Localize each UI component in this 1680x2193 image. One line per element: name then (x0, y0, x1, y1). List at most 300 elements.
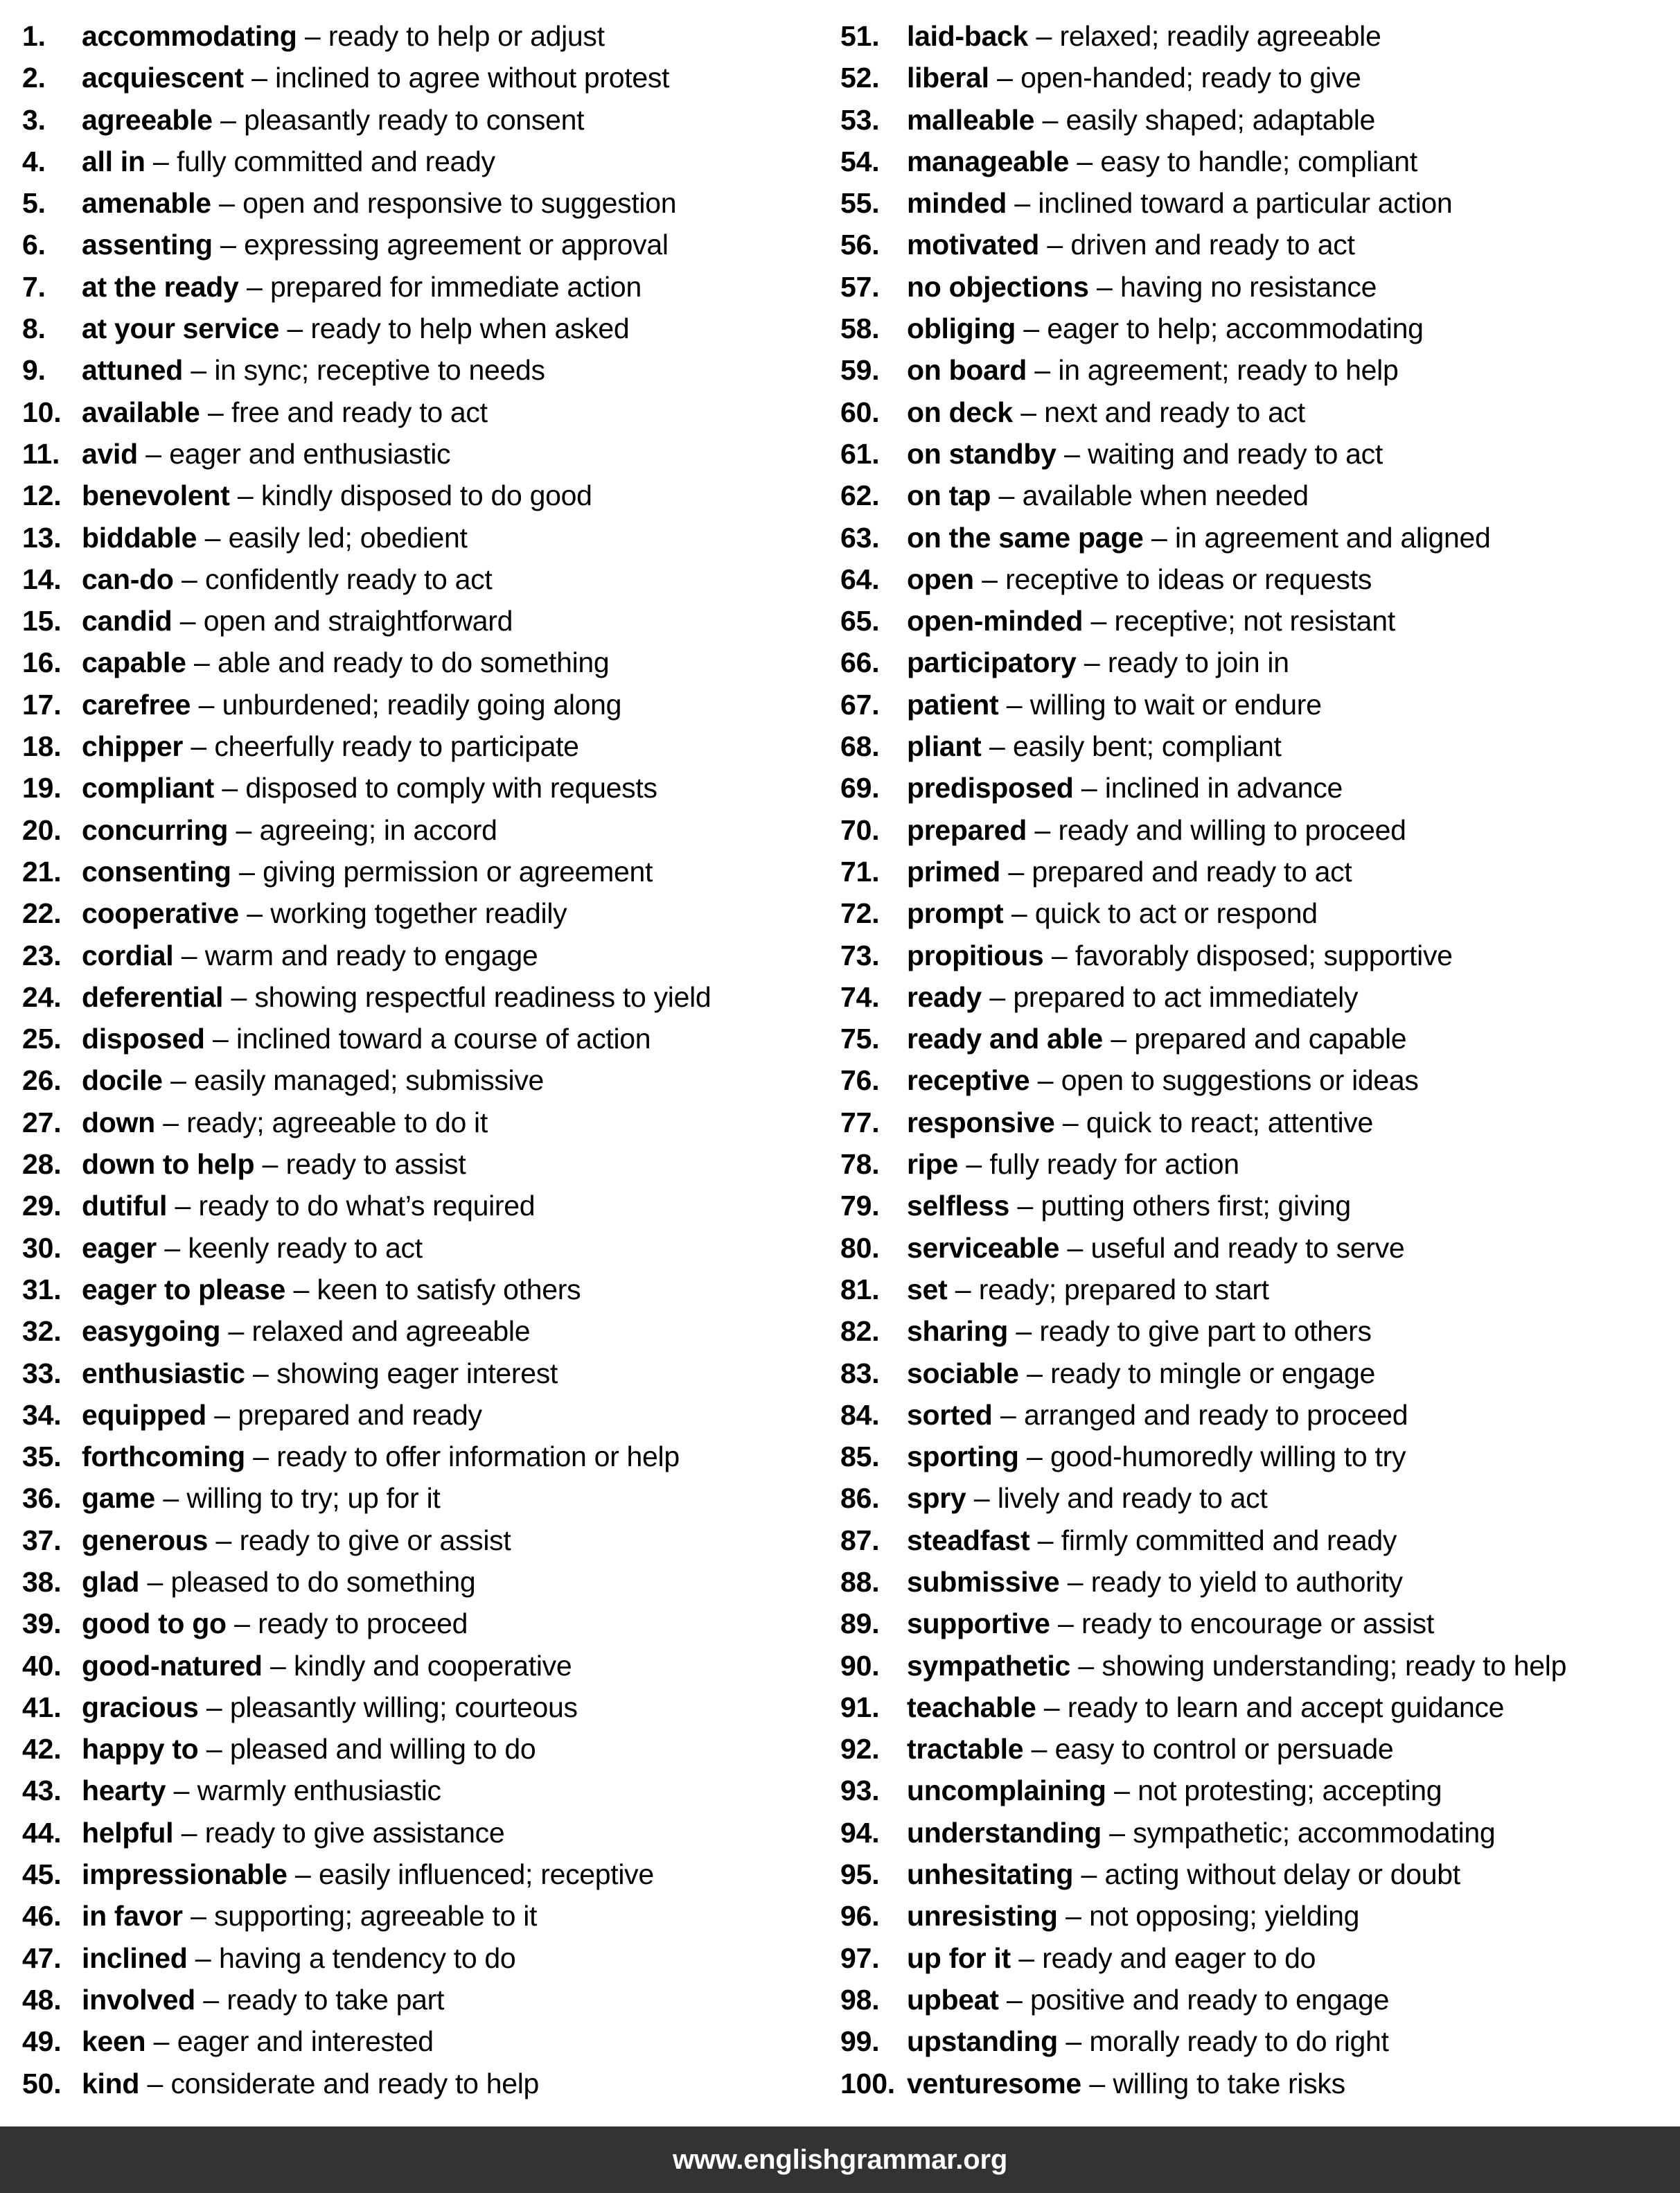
list-item-definition: in sync; receptive to needs (214, 354, 545, 387)
list-item-term: disposed (82, 1023, 205, 1055)
list-item-number: 65. (840, 605, 880, 637)
list-item (22, 684, 828, 725)
list-item (22, 1686, 828, 1728)
list-item-term: prompt (907, 897, 1004, 930)
list-item (840, 1185, 1665, 1226)
list-item (840, 642, 1665, 683)
list-item (840, 1310, 1665, 1352)
list-item (840, 1477, 1665, 1519)
list-item-number: 32. (22, 1315, 62, 1348)
list-item-number: 69. (840, 772, 880, 804)
list-item-number: 98. (840, 1983, 880, 2016)
list-item (22, 1728, 828, 1770)
list-item-term: receptive (907, 1064, 1030, 1097)
list-item-term: impressionable (82, 1858, 288, 1891)
list-item-definition: easily bent; compliant (1012, 730, 1282, 763)
list-item (840, 976, 1665, 1018)
list-item-term: sharing (907, 1315, 1008, 1348)
list-item-term: can-do (82, 563, 174, 595)
list-item-definition: ready to help when asked (310, 312, 630, 345)
list-item-separator: – (246, 270, 263, 303)
list-item-separator: – (1037, 1064, 1054, 1097)
list-item-separator: – (191, 1900, 206, 1932)
list-item-separator: – (247, 897, 263, 930)
list-item-separator: – (204, 521, 221, 554)
list-item-number: 14. (22, 563, 62, 595)
list-item-separator: – (173, 1774, 190, 1807)
list-item-number: 5. (22, 187, 46, 220)
list-item-separator: – (147, 1565, 163, 1598)
list-item-separator: – (262, 1148, 278, 1181)
list-item-separator: – (1036, 20, 1052, 52)
list-item-number: 9. (22, 354, 46, 387)
list-item-definition: kindly disposed to do good (260, 479, 592, 512)
list-item-separator: – (1034, 354, 1050, 387)
list-item-term: unresisting (907, 1900, 1058, 1932)
list-item-definition: ready to assist (285, 1148, 466, 1181)
list-item-number: 24. (22, 980, 62, 1013)
list-column-right (828, 15, 1665, 2126)
list-item (22, 600, 828, 642)
list-item-number: 87. (840, 1524, 880, 1556)
list-item-term: gracious (82, 1691, 199, 1723)
list-item-separator: – (1051, 939, 1068, 971)
list-item-term: prepared (907, 813, 1027, 846)
list-item-term: at your service (82, 312, 279, 345)
list-item-number: 7. (22, 270, 46, 303)
list-item-term: on standby (907, 437, 1056, 470)
list-item (22, 892, 828, 934)
list-item-definition: lively and ready to act (997, 1482, 1268, 1515)
list-item-definition: pleased to do something (170, 1565, 476, 1598)
list-item-definition: prepared for immediate action (269, 270, 642, 303)
list-item-term: dutiful (82, 1190, 168, 1222)
list-item-separator: – (966, 1148, 982, 1181)
list-item-number: 11. (22, 437, 60, 470)
list-item-separator: – (1111, 1023, 1126, 1055)
list-item-number: 36. (22, 1482, 62, 1515)
list-item-number: 41. (22, 1691, 62, 1723)
list-item-separator: – (163, 1482, 179, 1515)
list-item-definition: easily led; obedient (228, 521, 468, 554)
list-item-definition: eager and enthusiastic (169, 437, 451, 470)
list-item-definition: willing to wait or endure (1029, 688, 1322, 721)
list-item-number: 86. (840, 1482, 880, 1515)
list-item-term: manageable (907, 145, 1069, 177)
list-item (22, 1143, 828, 1185)
list-item-definition: receptive; not resistant (1114, 605, 1395, 637)
list-item-number: 58. (840, 312, 880, 345)
list-item-number: 77. (840, 1106, 880, 1138)
list-item-definition: keenly ready to act (188, 1231, 423, 1264)
list-item-definition: inclined to agree without protest (275, 62, 670, 94)
list-item-number: 80. (840, 1231, 880, 1264)
list-item-term: all in (82, 145, 145, 177)
list-item (840, 1853, 1665, 1895)
list-item (22, 141, 828, 182)
list-item-separator: – (1020, 396, 1036, 428)
list-item-definition: expressing agreement or approval (244, 229, 669, 261)
list-item (840, 558, 1665, 600)
list-item-number: 89. (840, 1608, 880, 1640)
list-item-separator: – (287, 312, 303, 345)
list-item-definition: quick to react; attentive (1086, 1106, 1374, 1138)
list-item-separator: – (163, 1106, 179, 1138)
list-item-definition: disposed to comply with requests (245, 772, 657, 804)
list-item (22, 1937, 828, 1979)
list-item-term: enthusiastic (82, 1357, 245, 1389)
list-item-term: at the ready (82, 270, 239, 303)
list-item-definition: working together readily (270, 897, 567, 930)
list-item (840, 475, 1665, 516)
list-item-number: 16. (22, 646, 62, 679)
list-item (840, 517, 1665, 558)
list-item (22, 1310, 828, 1352)
list-item-number: 29. (22, 1190, 62, 1222)
list-item-term: pliant (907, 730, 982, 763)
list-item-number: 53. (840, 103, 880, 136)
list-item-separator: – (1081, 1858, 1097, 1891)
list-item (840, 224, 1665, 265)
list-item-separator: – (206, 1733, 222, 1765)
list-item (22, 391, 828, 433)
list-item-term: ripe (907, 1148, 958, 1181)
list-item-term: unhesitating (907, 1858, 1074, 1891)
list-item-term: acquiescent (82, 62, 244, 94)
list-item-term: consenting (82, 855, 231, 888)
list-item-term: down to help (82, 1148, 255, 1181)
list-item-definition: ready to help or adjust (328, 20, 605, 52)
list-item (22, 642, 828, 683)
list-item-term: happy to (82, 1733, 199, 1765)
list-item-definition: fully committed and ready (177, 145, 495, 177)
list-item (22, 1394, 828, 1436)
list-item-term: open-minded (907, 605, 1084, 637)
list-item-definition: warmly enthusiastic (197, 1774, 441, 1807)
list-item-number: 60. (840, 396, 880, 428)
list-item-term: on deck (907, 396, 1013, 428)
list-item (840, 1561, 1665, 1603)
list-item-term: involved (82, 1983, 195, 2016)
list-item-number: 55. (840, 187, 880, 220)
list-item-separator: – (181, 1816, 197, 1849)
list-item-term: motivated (907, 229, 1039, 261)
list-item-number: 52. (840, 62, 880, 94)
list-item-number: 49. (22, 2025, 62, 2058)
list-item-number: 47. (22, 1941, 62, 1974)
list-item-term: supportive (907, 1608, 1050, 1640)
list-item-term: avid (82, 437, 138, 470)
list-item (840, 308, 1665, 349)
list-item (840, 1770, 1665, 1811)
list-item-definition: ready to proceed (258, 1608, 468, 1640)
list-item-definition: ready to give part to others (1039, 1315, 1372, 1348)
list-item (840, 2020, 1665, 2062)
list-item-separator: – (251, 62, 267, 94)
list-item-definition: having a tendency to do (218, 1941, 516, 1974)
list-item-separator: – (220, 103, 236, 136)
list-item-term: understanding (907, 1816, 1102, 1849)
list-item-definition: prepared and capable (1134, 1023, 1407, 1055)
list-item-definition: inclined in advance (1104, 772, 1343, 804)
list-item (22, 1770, 828, 1811)
list-item-term: eager (82, 1231, 157, 1264)
list-item (22, 266, 828, 308)
list-item-term: spry (907, 1482, 966, 1515)
list-item-term: upstanding (907, 2025, 1058, 2058)
list-item-separator: – (215, 1524, 232, 1556)
list-item-definition: prepared to act immediately (1013, 980, 1359, 1013)
list-item-number: 46. (22, 1900, 62, 1932)
list-item-separator: – (1064, 437, 1080, 470)
list-item-definition: easily managed; submissive (194, 1064, 545, 1097)
list-item-number: 76. (840, 1064, 880, 1097)
list-item-term: submissive (907, 1565, 1060, 1598)
list-item (22, 1812, 828, 1853)
list-item-term: responsive (907, 1106, 1055, 1138)
list-item (840, 1645, 1665, 1686)
list-item (22, 1520, 828, 1561)
list-item-number: 99. (840, 2025, 880, 2058)
list-item-separator: – (1037, 1524, 1054, 1556)
list-item-term: obliging (907, 312, 1016, 345)
list-item (840, 391, 1665, 433)
list-item-number: 3. (22, 103, 46, 136)
list-item-definition: ready to join in (1107, 646, 1289, 679)
list-item-definition: useful and ready to serve (1090, 1231, 1405, 1264)
list-item-term: propitious (907, 939, 1044, 971)
list-item-term: upbeat (907, 1983, 999, 2016)
list-item-definition: receptive to ideas or requests (1005, 563, 1372, 595)
list-item-number: 81. (840, 1273, 880, 1305)
list-item (840, 1979, 1665, 2020)
list-item-separator: – (222, 772, 238, 804)
list-item-number: 74. (840, 980, 880, 1013)
list-item-number: 90. (840, 1649, 880, 1682)
list-item (840, 1520, 1665, 1561)
list-item-term: on board (907, 354, 1027, 387)
list-item-definition: open and responsive to suggestion (242, 187, 677, 220)
list-item-term: attuned (82, 354, 183, 387)
list-item (840, 809, 1665, 851)
list-item-separator: – (1034, 813, 1051, 846)
list-item-separator: – (293, 1273, 310, 1305)
list-item-definition: firmly committed and ready (1061, 1524, 1397, 1556)
list-item-definition: agreeing; in accord (259, 813, 497, 846)
list-item-definition: unburdened; readily going along (222, 688, 622, 721)
list-item-definition: ready; agreeable to do it (186, 1106, 488, 1138)
list-item (840, 1686, 1665, 1728)
list-item-number: 64. (840, 563, 880, 595)
list-item-definition: kindly and cooperative (294, 1649, 572, 1682)
list-item-number: 51. (840, 20, 880, 52)
list-item-term: concurring (82, 813, 229, 846)
list-item-definition: relaxed and agreeable (251, 1315, 531, 1348)
list-item-term: laid-back (907, 20, 1029, 52)
list-item-number: 6. (22, 229, 46, 261)
list-item-definition: easy to handle; compliant (1100, 145, 1417, 177)
list-item-number: 12. (22, 479, 62, 512)
list-item-separator: – (1008, 855, 1024, 888)
list-item-definition: considerate and ready to help (170, 2067, 540, 2099)
list-item-separator: – (1084, 646, 1100, 679)
list-item-term: venturesome (907, 2067, 1081, 2099)
list-item-term: generous (82, 1524, 209, 1556)
list-item-definition: able and ready to do something (218, 646, 610, 679)
list-item-definition: eager to help; accommodating (1047, 312, 1424, 345)
list-item-separator: – (1023, 312, 1040, 345)
list-item-separator: – (1066, 2025, 1081, 2058)
list-item-term: good-natured (82, 1649, 263, 1682)
list-item-definition: ready to offer information or help (276, 1441, 680, 1473)
list-item-definition: free and ready to act (231, 396, 488, 428)
list-item (840, 1018, 1665, 1059)
list-item-term: available (82, 396, 200, 428)
list-item-definition: confidently ready to act (205, 563, 493, 595)
list-item-number: 92. (840, 1733, 880, 1765)
list-item (840, 57, 1665, 98)
list-item (22, 1853, 828, 1895)
list-item-separator: – (1058, 1608, 1074, 1640)
list-item-definition: waiting and ready to act (1088, 437, 1383, 470)
list-item-definition: ready and eager to do (1042, 1941, 1316, 1974)
list-item-number: 95. (840, 1858, 880, 1891)
list-item-separator: – (1047, 229, 1063, 261)
list-item-term: biddable (82, 521, 197, 554)
list-item-number: 50. (22, 2067, 62, 2099)
list-item-term: docile (82, 1064, 163, 1097)
list-item-definition: prepared and ready to act (1032, 855, 1352, 888)
list-item-definition: acting without delay or doubt (1104, 1858, 1460, 1891)
list-item-separator: – (191, 730, 207, 763)
list-item (840, 935, 1665, 976)
list-item-number: 42. (22, 1733, 62, 1765)
list-item-separator: – (219, 187, 235, 220)
list-item-definition: inclined toward a particular action (1038, 187, 1453, 220)
list-item-separator: – (170, 1064, 186, 1097)
list-item (22, 1436, 828, 1477)
list-item-term: assenting (82, 229, 213, 261)
list-item-separator: – (234, 1608, 250, 1640)
list-item-definition: easily shaped; adaptable (1066, 103, 1376, 136)
list-item-term: keen (82, 2025, 146, 2058)
list-item-separator: – (198, 688, 215, 721)
list-item (22, 1353, 828, 1394)
list-item-term: minded (907, 187, 1007, 220)
list-item-number: 97. (840, 1941, 880, 1974)
list-item-definition: open to suggestions or ideas (1061, 1064, 1419, 1097)
list-item-number: 84. (840, 1398, 880, 1431)
list-item-separator: – (253, 1441, 269, 1473)
list-item-separator: – (212, 1023, 229, 1055)
list-item-separator: – (253, 1357, 269, 1389)
list-item-term: easygoing (82, 1315, 221, 1348)
list-item (840, 141, 1665, 182)
list-item-separator: – (191, 354, 206, 387)
list-item-term: amenable (82, 187, 211, 220)
list-item-separator: – (214, 1398, 230, 1431)
list-item-number: 20. (22, 813, 62, 846)
list-item-number: 75. (840, 1023, 880, 1055)
list-item (22, 1561, 828, 1603)
list-item-number: 82. (840, 1315, 880, 1348)
list-item-definition: easy to control or persuade (1054, 1733, 1394, 1765)
list-item (22, 1269, 828, 1310)
list-item-number: 19. (22, 772, 62, 804)
list-item-separator: – (1007, 1983, 1023, 2016)
list-item-definition: warm and ready to engage (204, 939, 538, 971)
list-item (22, 57, 828, 98)
list-item-separator: – (207, 396, 224, 428)
list-item-number: 93. (840, 1774, 880, 1807)
list-item-term: hearty (82, 1774, 166, 1807)
list-item-separator: – (237, 479, 254, 512)
list-item-separator: – (1067, 1231, 1084, 1264)
list-item-separator: – (1066, 1900, 1081, 1932)
list-item (840, 433, 1665, 475)
list-item-definition: putting others first; giving (1041, 1190, 1351, 1222)
list-item-number: 37. (22, 1524, 62, 1556)
list-item-definition: ready to mingle or engage (1050, 1357, 1375, 1389)
list-item-number: 94. (840, 1816, 880, 1849)
list-item-definition: cheerfully ready to participate (214, 730, 579, 763)
list-item-separator: – (239, 855, 255, 888)
list-item-number: 78. (840, 1148, 880, 1181)
list-item-number: 66. (840, 646, 880, 679)
list-item-term: benevolent (82, 479, 230, 512)
list-item-number: 62. (840, 479, 880, 512)
list-item-separator: – (1077, 145, 1093, 177)
list-item-term: compliant (82, 772, 214, 804)
list-item-number: 40. (22, 1649, 62, 1682)
list-item (840, 892, 1665, 934)
list-item (840, 2063, 1665, 2104)
list-item-term: serviceable (907, 1231, 1060, 1264)
list-item-definition: ready to take part (227, 1983, 445, 2016)
list-item-separator: – (989, 730, 1005, 763)
list-item-separator: – (220, 229, 236, 261)
list-item (22, 767, 828, 809)
list-item (840, 767, 1665, 809)
list-item (840, 600, 1665, 642)
list-item-term: accommodating (82, 20, 297, 52)
list-item-separator: – (1018, 1941, 1034, 1974)
list-item (840, 1812, 1665, 1853)
list-item-term: good to go (82, 1608, 227, 1640)
list-item-separator: – (1027, 1441, 1043, 1473)
list-item-term: steadfast (907, 1524, 1030, 1556)
list-item-number: 34. (22, 1398, 62, 1431)
list-item-separator: – (1067, 1565, 1084, 1598)
list-item-number: 38. (22, 1565, 62, 1598)
list-item (22, 475, 828, 516)
list-item-number: 39. (22, 1608, 62, 1640)
list-item-term: game (82, 1482, 155, 1515)
list-item (840, 1895, 1665, 1937)
list-item-term: on the same page (907, 521, 1144, 554)
list-item-number: 35. (22, 1441, 62, 1473)
list-item-term: participatory (907, 646, 1077, 679)
list-item-separator: – (1027, 1357, 1043, 1389)
list-item-definition: not protesting; accepting (1138, 1774, 1442, 1807)
list-item-separator: – (182, 563, 197, 595)
list-item-number: 8. (22, 312, 46, 345)
list-item-number: 44. (22, 1816, 62, 1849)
list-item-separator: – (203, 1983, 219, 2016)
list-item-number: 48. (22, 1983, 62, 2016)
list-item (22, 2063, 828, 2104)
list-item-number: 15. (22, 605, 62, 637)
